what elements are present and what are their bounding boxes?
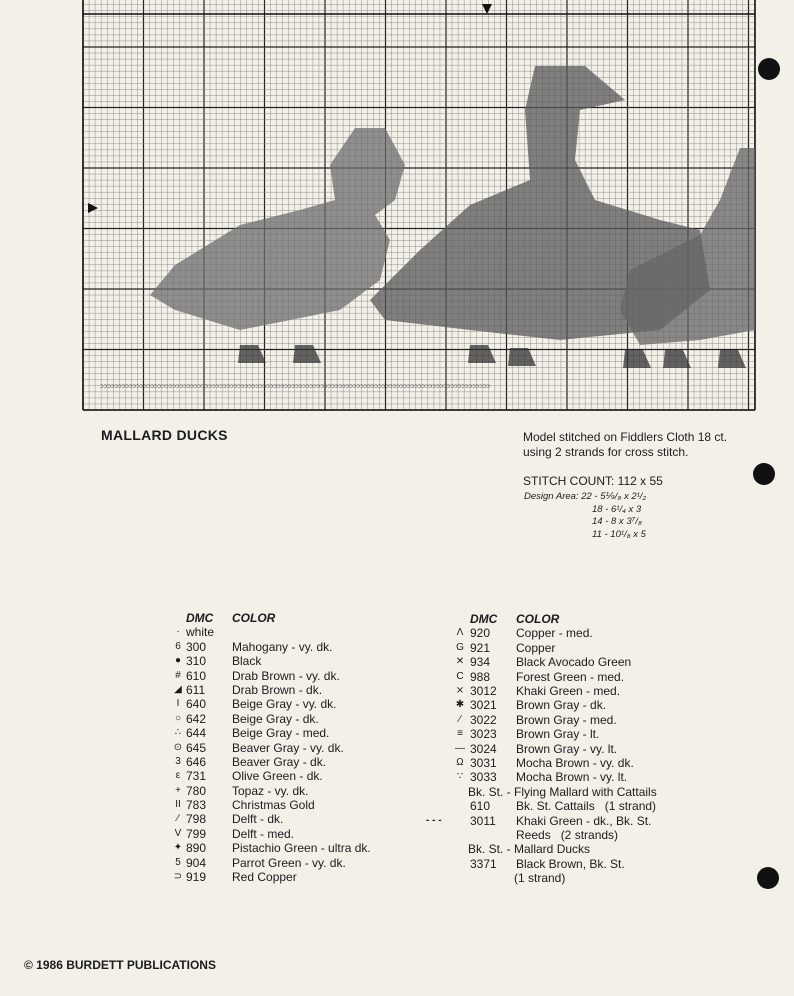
legend-row [170,625,371,639]
legend-row [170,669,371,683]
color-name-cont: Reeds (2 strands) [516,827,619,842]
backstitch-row [426,813,657,828]
color-name: Topaz - vy. dk. [232,783,309,798]
binder-hole-bottom [757,867,779,889]
legend-symbol: · [176,626,180,638]
legend-symbol: ⊙ [173,741,183,753]
dmc-code: 611 [186,682,206,697]
legend-row [170,798,371,812]
model-line-2: using 2 strands for cross stitch. [523,445,689,459]
legend-symbol: ◢ [174,683,182,695]
dmc-code: 3371 [470,856,497,871]
legend-row [450,670,657,684]
legend-row [170,654,371,668]
copyright: © 1986 BURDETT PUBLICATIONS [24,958,216,972]
dmc-code: 644 [186,726,207,741]
legend-symbol: + [175,784,181,796]
legend-symbol: ∕ [177,813,179,825]
binder-hole-top [758,58,780,80]
cross-stitch-chart [0,0,794,420]
color-header: COLOR [232,611,276,625]
legend-symbol: 3 [175,755,181,767]
color-name: Brown Gray - med. [516,712,617,727]
dmc-code: 890 [186,841,207,856]
color-name: Mahogany - vy. dk. [232,639,333,654]
color-name: Khaki Green - dk., Bk. St. [516,813,652,828]
color-name: Beige Gray - dk. [232,711,319,726]
design-area-row: 18 - 6¹/₄ x 3 [592,503,642,515]
dmc-code: 3012 [470,683,497,698]
dmc-code: 798 [186,812,207,827]
color-name: Brown Gray - lt. [516,727,600,742]
color-legend-right [426,612,657,886]
color-name: Copper - med. [516,626,593,641]
duck-foot [293,345,321,363]
color-name: Bk. St. Cattails (1 strand) [516,799,657,814]
dmc-code: 610 [470,799,491,814]
legend-header [170,611,371,625]
legend-symbol: ⊃ [173,871,183,883]
color-name: Forest Green - med. [516,669,625,684]
legend-row [450,698,657,712]
legend-symbol: ⨯ [455,684,465,696]
design-area-label: Design Area: 22 - 5⅑/₈ x 2¹/₂ [524,491,647,502]
legend-symbol: II [175,799,181,811]
duck-foot [508,348,536,366]
legend-row [450,770,657,784]
color-name: Beige Gray - vy. dk. [232,697,337,712]
color-name: Drab Brown - dk. [232,682,323,697]
legend-symbol: G [456,641,464,653]
duck-stitches [88,4,755,390]
legend-symbol: ● [174,655,182,667]
legend-row [170,741,371,755]
dmc-code: 646 [186,754,207,769]
legend-row [450,713,657,727]
color-legend-left [170,611,371,884]
model-note [523,430,727,460]
legend-row [170,712,371,726]
dmc-code: 642 [186,711,207,726]
color-name: Drab Brown - vy. dk. [232,668,340,683]
dmc-code: 3024 [470,741,497,756]
dmc-code: 3031 [470,755,497,770]
dmc-code: 799 [186,826,207,841]
legend-symbol: ∵ [456,771,464,783]
legend-symbol: ✱ [455,699,465,711]
color-name: Red Copper [232,870,297,885]
color-name: Khaki Green - med. [516,683,621,698]
color-name: Pistachio Green - ultra dk. [232,841,371,856]
backstitch-row-cont [450,828,657,842]
legend-symbol: C [456,670,464,682]
legend-symbol: Λ [456,627,464,639]
dmc-code: 783 [186,798,207,813]
backstitch-row [450,857,657,871]
legend-row [170,812,371,826]
legend-row [450,641,657,655]
dmc-code: 3023 [470,727,497,742]
design-area [524,491,646,541]
dmc-code: 3033 [470,770,497,785]
legend-symbol: ∴ [174,727,182,739]
color-name: Brown Gray - dk. [516,698,607,713]
legend-row [450,756,657,770]
color-name: Brown Gray - vy. lt. [516,741,618,756]
legend-symbol: I [176,698,180,710]
color-name: Christmas Gold [232,798,315,813]
legend-symbol [450,799,470,813]
legend-symbol: ε [175,770,181,782]
backstitch-heading: Bk. St. - Flying Mallard with Cattails [468,784,657,799]
legend-row [170,683,371,697]
duck-foot [468,345,496,363]
color-name: Delft - med. [232,826,295,841]
duck-foot [623,350,651,368]
backstitch-row-cont [450,871,657,885]
color-name: Beaver Gray - dk. [232,754,327,769]
legend-symbol: — [455,742,465,754]
color-name: Beige Gray - med. [232,726,330,741]
color-name: Delft - dk. [232,812,284,827]
color-name: Parrot Green - vy. dk. [232,855,346,870]
legend-row [170,769,371,783]
legend-symbol: ○ [174,712,182,724]
color-name: Olive Green - dk. [232,769,323,784]
legend-row [170,784,371,798]
border-stitch-row: ⊃⊃⊃⊃⊃⊃⊃⊃⊃⊃⊃⊃⊃⊃⊃⊃⊃⊃⊃⊃⊃⊃⊃⊃⊃⊃⊃⊃⊃⊃⊃⊃⊃⊃⊃⊃⊃⊃⊃⊃⊃⊃⊃⊃⊃⊃⊃⊃⊃⊃⊃⊃⊃⊃⊃⊃⊃⊃⊃⊃⊃⊃⊃⊃⊃⊃⊃⊃⊃⊃⊃⊃⊃⊃⊃⊃⊃⊃⊃⊃⊃⊃⊃⊃⊃⊃⊃⊃⊃⊃⊃⊃⊃⊃⊃⊃⊃⊃⊃⊃⊃⊃⊃⊃⊃⊃⊃⊃ [100,383,491,390]
legend-symbol: 5 [175,856,181,868]
legend-row [170,870,371,884]
color-name: Copper [516,640,556,655]
binder-hole-middle [753,463,775,485]
legend-row [450,727,657,741]
legend-symbol: V [174,827,182,839]
color-name: Beaver Gray - vy. dk. [232,740,344,755]
color-name: Mocha Brown - vy. dk. [516,755,634,770]
legend-row [170,827,371,841]
dmc-code: 3011 [470,813,496,828]
dmc-code: 3022 [470,712,497,727]
dmc-code: 3021 [470,698,497,713]
dmc-code: 988 [470,669,491,684]
dmc-code: 920 [470,626,491,641]
legend-row [170,640,371,654]
duck-foot [238,345,266,363]
legend-symbol: ≡ [457,728,463,740]
dmc-code: 934 [470,655,491,670]
dmc-code: 780 [186,783,207,798]
dmc-header: DMC [186,611,214,625]
backstitch-heading: Bk. St. - Mallard Ducks [468,842,591,857]
model-line-1: Model stitched on Fiddlers Cloth 18 ct. [523,430,728,444]
dmc-code: 645 [186,740,207,755]
chart-grid [83,0,755,410]
legend-row [170,697,371,711]
legend-row [170,726,371,740]
dmc-code: 610 [186,668,207,683]
design-area-row: 14 - 8 x 3⁷/₈ [592,516,642,527]
dmc-code: 731 [186,769,207,784]
dmc-code: 310 [186,654,207,669]
design-area-row: 11 - 10¹/₈ x 5 [592,528,646,540]
legend-row [170,755,371,769]
color-name: Black [232,654,262,669]
legend-symbol: ✦ [173,842,183,854]
center-arrow-top [482,4,492,14]
legend-row [170,856,371,870]
backstitch-row [450,799,657,813]
legend-row [450,626,657,640]
dmc-code: 904 [186,855,207,870]
color-name: Black Brown, Bk. St. [516,856,625,871]
color-header: COLOR [516,612,560,626]
duck-foot [718,350,746,368]
legend-row [450,655,657,669]
dmc-code: 921 [470,640,491,655]
color-name: Black Avocado Green [516,655,632,670]
color-name-cont: (1 strand) [514,871,566,886]
legend-symbol: # [175,669,181,681]
legend-symbol: 6 [175,640,181,652]
color-name: Mocha Brown - vy. lt. [516,770,628,785]
legend-row [450,742,657,756]
legend-row [450,684,657,698]
dmc-code: white [186,625,215,640]
legend-symbol: Ω [456,756,464,768]
dashed-line-symbol: - - - [426,814,442,826]
legend-row [170,841,371,855]
stitch-count: STITCH COUNT: 112 x 55 [523,474,663,488]
legend-header [450,612,657,626]
dmc-code: 300 [186,639,207,654]
dmc-code: 640 [186,697,207,712]
dmc-code: 919 [186,870,207,885]
pattern-title: MALLARD DUCKS [101,427,228,443]
legend-symbol: ✕ [455,656,465,668]
duck-foot [663,350,691,368]
legend-symbol: ⁄ [459,713,461,725]
dmc-header: DMC [470,612,498,626]
